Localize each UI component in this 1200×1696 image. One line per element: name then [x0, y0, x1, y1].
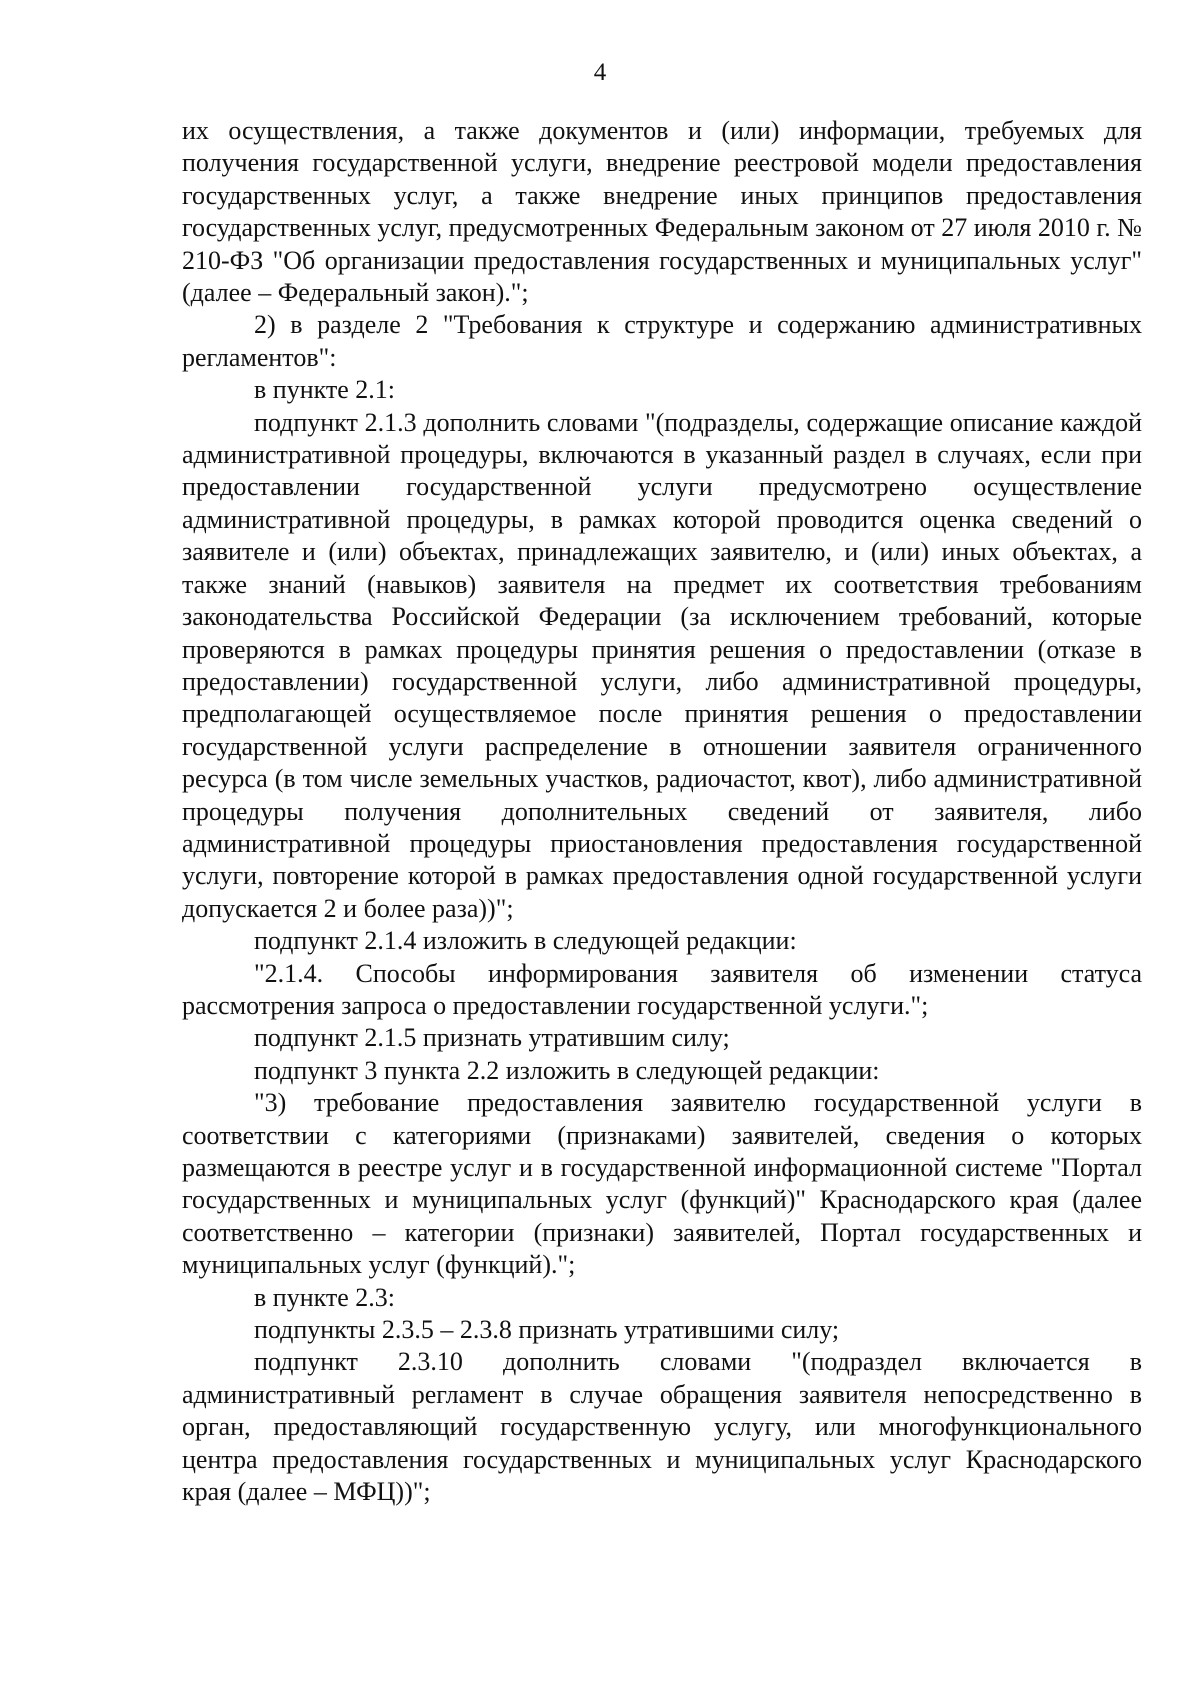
paragraph-subclause-2-3-10: подпункт 2.3.10 дополнить словами "(подраздел включается в административный регламент в случае обращения заявителя непосредственно в орган, предоставляющий государственную услугу, или многофункционального центра предоставления государственных и муниципальных услуг Краснодарского края (далее – МФЦ))"; [182, 1347, 1142, 1507]
paragraph-subclause-2-1-5: подпункт 2.1.5 признать утратившим силу; [254, 1023, 730, 1053]
paragraph-clause-2-2-text: "3) требование предоставления заявителю государственной услуги в соответствии с категориями (признаками) заявителей, сведения о которых размещаются в реестре услуг и в государственной информационной системе "Портал государственных и муниципальных услуг (функций)" Краснодарского края (далее соответственно – категории (признаки) заявителей, Портал государственных и муниципальных услуг (функций)."; [182, 1088, 1142, 1280]
paragraph-clause-2-2-heading: подпункт 3 пункта 2.2 изложить в следующей редакции: [254, 1055, 880, 1085]
paragraph-subclause-2-1-4-text: "2.1.4. Способы информирования заявителя об изменении статуса рассмотрения запроса о предоставлении государственной услуги."; [182, 958, 1142, 1020]
document-body [182, 115, 1142, 1508]
paragraph-subclauses-2-3-5-2-3-8: подпункты 2.3.5 – 2.3.8 признать утратившими силу; [254, 1315, 840, 1345]
paragraph-intro-continuation: их осуществления, а также документов и (или) информации, требуемых для получения государственной услуги, внедрение реестровой модели предоставления государственных услуг, а также внедрение иных принципов предоставления государственных услуг, предусмотренных Федеральным законом от 27 июля 2010 г. № 210-ФЗ "Об организации предоставления государственных и муниципальных услуг" (далее – Федеральный закон)."; [182, 116, 1142, 308]
paragraph-subclause-2-1-3: подпункт 2.1.3 дополнить словами "(подразделы, содержащие описание каждой административной процедуры, включаются в указанный раздел в случаях, если при предоставлении государственной услуги предусмотрено осуществление административной процедуры, в рамках которой проводится оценка сведений о заявителе и (или) объектах, принадлежащих заявителю, и (или) иных объектах, а также знаний (навыков) заявителя на предмет их соответствия требованиям законодательства Российской Федерации (за исключением требований, которые проверяются в рамках процедуры принятия решения о предоставлении (отказе в предоставлении) государственной услуги, либо административной процедуры, предполагающей осуществляемое после принятия решения о предоставлении государственной услуги распределение в отношении заявителя ограниченного ресурса (в том числе земельных участков, радиочастот, квот), либо административной процедуры получения дополнительных сведений от заявителя, либо административной процедуры приостановления предоставления государственной услуги, повторение которой в рамках предоставления одной государственной услуги допускается 2 и более раза))"; [182, 407, 1142, 923]
paragraph-clause-2-3: в пункте 2.3: [254, 1282, 396, 1312]
paragraph-clause-2-1: в пункте 2.1: [254, 375, 396, 405]
paragraph-section-2: 2) в разделе 2 "Требования к структуре и содержанию административных регламентов": [182, 310, 1142, 372]
page-number: 4 [593, 59, 607, 86]
paragraph-subclause-2-1-4-heading: подпункт 2.1.4 изложить в следующей редакции: [254, 926, 797, 956]
